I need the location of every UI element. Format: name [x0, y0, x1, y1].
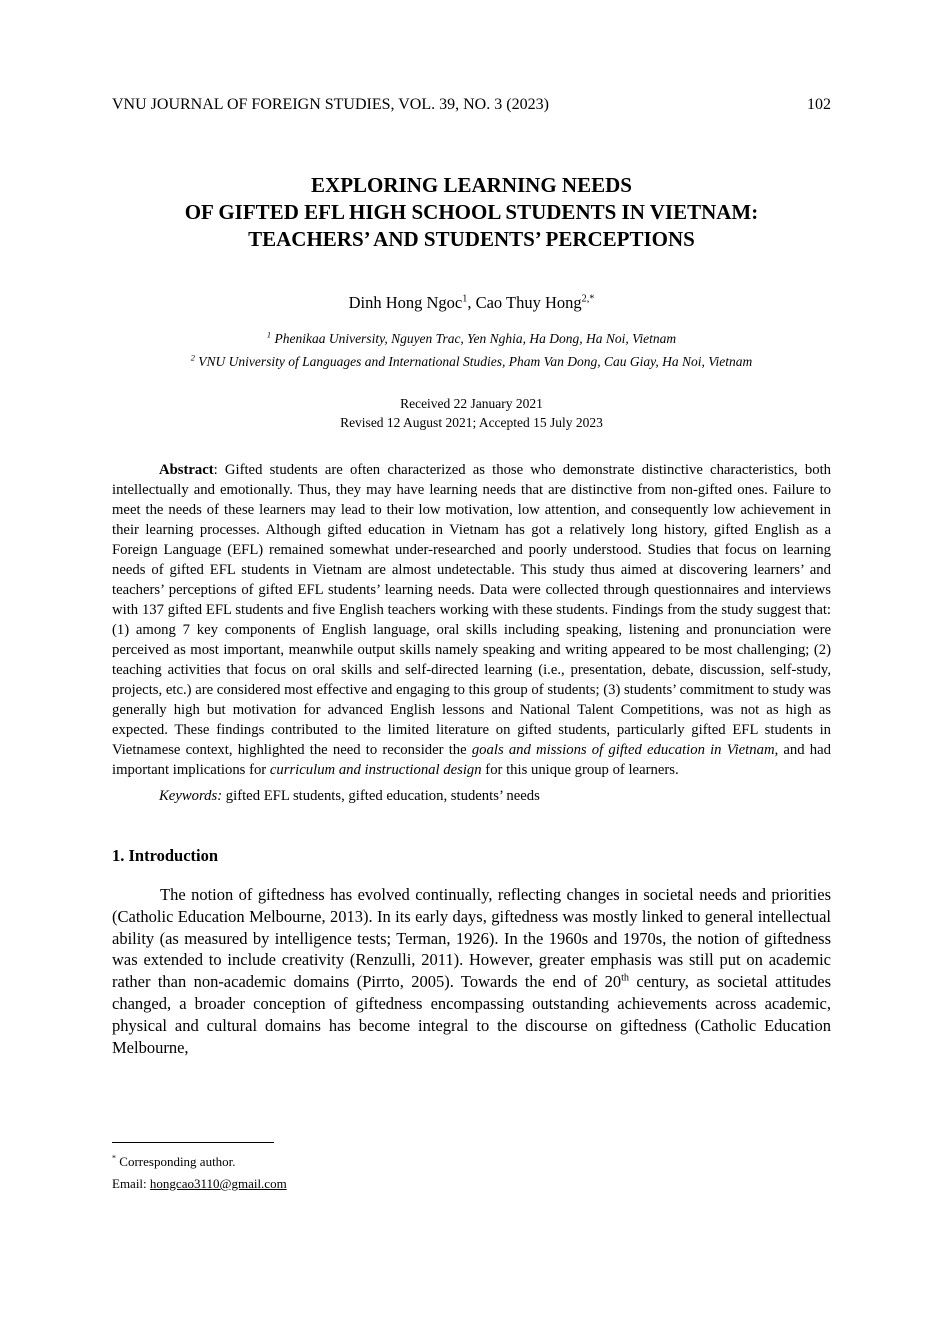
- paper-title: [112, 172, 831, 253]
- title-line-1: EXPLORING LEARNING NEEDS: [311, 173, 632, 197]
- email-line: [112, 1173, 831, 1195]
- footnote-marker: *: [112, 1153, 117, 1163]
- author-1-superscript: 1: [462, 293, 468, 305]
- authors-line: [112, 293, 831, 313]
- introduction-paragraph: [112, 884, 831, 1058]
- page-number: 102: [807, 96, 831, 113]
- introduction-text-2: century, as societal attitudes changed, a broader conception of giftedness encompassing outstanding achievements across academic, physical and cultural domains has become integral to the discourse on giftedness (Catholic Education Melbourne,: [112, 972, 831, 1057]
- abstract-italic-1: goals and missions of gifted education in Vietnam: [471, 742, 775, 758]
- keywords-label: Keywords:: [159, 788, 223, 804]
- email-link[interactable]: hongcao3110@gmail.com: [149, 1176, 287, 1191]
- revised-accepted-date: Revised 12 August 2021; Accepted 15 July 2023: [340, 415, 603, 430]
- footnote-rule: [112, 1142, 274, 1143]
- abstract-paragraph: [112, 460, 831, 780]
- email-label: Email:: [112, 1176, 150, 1191]
- running-head: [112, 96, 831, 114]
- abstract-text-3: for this unique group of learners.: [481, 762, 679, 778]
- ordinal-superscript: th: [621, 972, 630, 984]
- footnote: [112, 1142, 831, 1195]
- abstract-text-1: : Gifted students are often characterized as those who demonstrate distinctive characteristics, both intellectually and emotionally. Thus, they may have learning needs that are distinctive from non-gifted ones. Failure to meet the needs of these learners may lead to their low motivation, low attention, and consequently low achievement in their learning processes. Although gifted education in Vietnam has got a relatively long history, gifted English as a Foreign Language (EFL) remained somewhat under-researched and poorly understood. Studies that focus on learning needs of gifted EFL students in Vietnam are almost undetectable. This study thus aimed at discovering learners’ and teachers’ perceptions of gifted EFL students’ learning needs. Data were collected through questionnaires and interviews with 137 gifted EFL students and five English teachers working with these students. Findings from the study suggest that: (1) among 7 key components of English language, oral skills including speaking, listening and pronunciation were perceived as most important, meanwhile output skills namely speaking and writing appeared to be most challenging; (2) teaching activities that focus on oral skills and self-directed learning (i.e., presentation, debate, discussion, self-study, projects, etc.) are considered most effective and engaging to this group of students; (3) students’ commitment to study was generally high but motivation for advanced English lessons and National Talent Competitions, was not as high as expected. These findings contributed to the limited literature on gifted students, particularly gifted EFL students in Vietnamese context, highlighted the need to reconsider the: [112, 462, 831, 758]
- abstract-text-2: , and had important implications for: [112, 742, 831, 778]
- title-line-2: OF GIFTED EFL HIGH SCHOOL STUDENTS IN VIETNAM:: [184, 200, 759, 224]
- title-line-3: TEACHERS’ AND STUDENTS’ PERCEPTIONS: [248, 227, 695, 251]
- footnote-text: Corresponding author.: [116, 1154, 236, 1169]
- section-heading-introduction: 1. Introduction: [112, 846, 219, 865]
- introduction-text-1: The notion of giftedness has evolved continually, reflecting changes in societal needs and priorities (Catholic Education Melbourne, 2013). In its early days, giftedness was mostly linked to general intellectual ability (as measured by intelligence tests; Terman, 1926). In the 1960s and 1970s, the notion of giftedness was extended to include creativity (Renzulli, 2011). However, greater emphasis was still put on academic rather than non-academic domains (Pirrto, 2005). Towards the end of 20: [112, 885, 831, 992]
- abstract-label: Abstract: [159, 462, 214, 478]
- received-date: Received 22 January 2021: [400, 396, 543, 411]
- abstract-italic-2: curriculum and instructional design: [269, 762, 482, 778]
- author-2-superscript: 2,*: [581, 293, 595, 305]
- keywords-line: [112, 786, 831, 806]
- authors-separator: ,: [467, 293, 476, 312]
- journal-title: VNU JOURNAL OF FOREIGN STUDIES, VOL. 39, NO. 3 (2023): [112, 96, 549, 113]
- author-2-name: Cao Thuy Hong: [475, 293, 582, 312]
- affiliation-1: [112, 327, 831, 350]
- corresponding-author-note: [112, 1151, 831, 1173]
- author-1-name: Dinh Hong Ngoc: [348, 293, 463, 312]
- affiliation-2-text: VNU University of Languages and International Studies, Pham Van Dong, Cau Giay, Ha Noi, Vietnam: [194, 354, 753, 369]
- affiliations-block: [112, 327, 831, 373]
- dates-block: [112, 394, 831, 432]
- affiliation-2: [112, 350, 831, 373]
- keywords-text: gifted EFL students, gifted education, students’ needs: [222, 788, 540, 804]
- affiliation-1-superscript: 1: [266, 330, 272, 340]
- affiliation-1-text: Phenikaa University, Nguyen Trac, Yen Nghia, Ha Dong, Ha Noi, Vietnam: [271, 331, 677, 346]
- affiliation-2-superscript: 2: [190, 353, 195, 363]
